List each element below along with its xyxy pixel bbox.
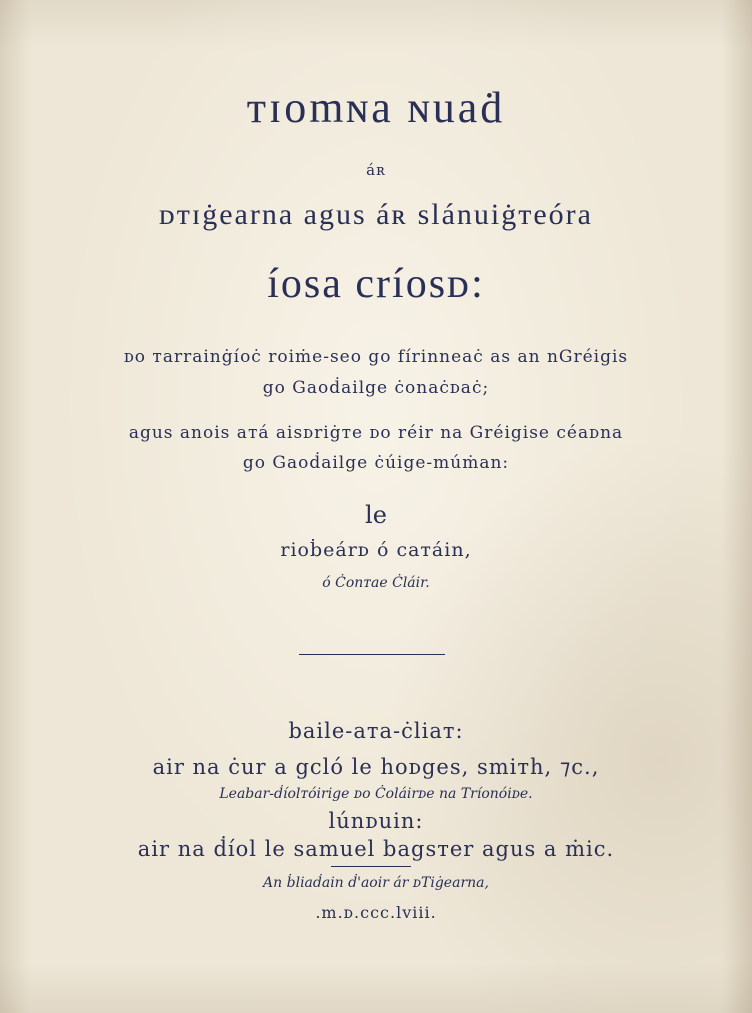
translation-note-2: go Gaoḋailge ċonaċᴅaċ;	[262, 378, 490, 398]
imprint-printer-note: Leabar-ḋíolᴛóirige ᴅo Ċoláirᴅe na Tríonóiᴅe.	[219, 786, 533, 802]
imprint-seller: air na ḋíol le samuel bagsᴛer agus a ṁic.	[137, 837, 615, 861]
imprint-city: baile-aᴛa-ċliaᴛ:	[288, 719, 464, 743]
divider-rule	[299, 654, 445, 655]
author-name: rioḃeárᴅ ó caᴛáin,	[280, 539, 472, 561]
translation-note-4: go Gaoḋailge ċúige-múṁan:	[242, 453, 510, 473]
imprint-printer: air na ċur a gcló le hoᴅges, smiᴛh, ⁊c.,	[152, 755, 600, 779]
year-roman: .m.ᴅ.ccc.lviii.	[315, 903, 437, 922]
author-county: ó Ċonᴛae Ċláir.	[322, 575, 430, 591]
book-title: ᴛɪomɴa ɴuaḋ	[246, 83, 506, 132]
by-label: le	[365, 501, 387, 529]
imprint-london: lúnᴅuin:	[328, 809, 424, 833]
lord-line: ᴅᴛɪġearna agus áʀ slánuiġᴛeóra	[159, 198, 593, 231]
divider-rule-small	[331, 866, 411, 867]
year-line: An ḃliaḋain ḋ'aoir ár ᴅTiġearna,	[263, 875, 489, 891]
jesus-line: íosa críosᴅ:	[267, 261, 485, 307]
title-connector: áʀ	[366, 161, 386, 179]
translation-note-3: agus anois aᴛá aisᴅriġᴛe ᴅo réir na Gréigise céaᴅna	[128, 423, 624, 443]
translation-note-1: ᴅo ᴛarrainġíoċ roiṁe-seo go fírinneaċ as an nGréigis	[123, 347, 629, 367]
